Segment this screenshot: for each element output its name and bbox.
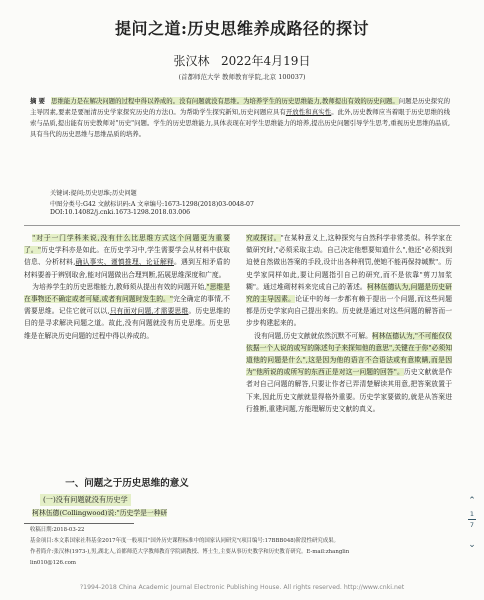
paragraph bbox=[24, 507, 230, 519]
right-column bbox=[246, 232, 452, 415]
author-email: lin010@126.com bbox=[30, 560, 76, 566]
abstract-highlight-1: 思维能力是在解决问题的过程中得以养成的。没有问题就没有思维。为培养学生的历史思维能力,教师提出有效的历史问题。 bbox=[51, 97, 399, 105]
left-text-3: 为培养学生的历史思维能力,教师须从提出有效的问题开始, bbox=[32, 282, 207, 291]
author-line bbox=[0, 52, 484, 69]
page-indicator bbox=[466, 510, 478, 529]
right-text-2: 论证中的每一步都有赖于提出一个问题,而这些问题都是历史学家向自己提出来的。历史就是通过对这些问题的解答而一步步构建起来的。 bbox=[246, 295, 452, 328]
funding-note: 基金项目:本文系国家社科基金2017年度一般项目"国外历史课程标准中的国家认同研究"(项目编号:17BBB048)阶段性研究成果。 bbox=[30, 538, 339, 544]
abstract bbox=[30, 96, 450, 140]
page-current: 1 bbox=[469, 510, 475, 518]
right-highlight-3: 柯林伍德认为,"不可能仅仅依据一个人说的或写的陈述句子来探知他的意思",关键在于你"必须知道他的问题是什么",这是因为他的语言不合语法或有意欺瞒,而是因为"他所说的或所写的东西正是对这一问题的回答"。 bbox=[246, 331, 452, 377]
classification-line: 中图分类号:G42 文献标识码:A 文章编号:1673-1298(2018)03-0048-07 bbox=[50, 201, 254, 208]
article-date: 2022年4月19日 bbox=[221, 54, 311, 68]
abstract-label: 摘 要 bbox=[30, 97, 46, 105]
keywords: 关键词:提问;历史思维;历史问题 bbox=[50, 190, 137, 197]
author-bio: 作者简介:张汉林(1973-),男,湖北人,首都师范大学教师教育学院副教授、博士生,主要从事历史教学和历史教育研究。E-mail:zhanglin bbox=[30, 549, 350, 555]
paragraph bbox=[246, 330, 452, 415]
affiliation: (首都师范大学 教师教育学院,北京 100037) bbox=[178, 73, 306, 81]
page-separator bbox=[468, 519, 476, 520]
author-name: 张汉林 bbox=[173, 54, 210, 68]
section-heading: 一、问题之于历史思维的意义 bbox=[65, 478, 189, 489]
left-text-1: 历史学科亦是如此。在历史学习中,学生需要学会从材料中获取信息、分析材料, bbox=[24, 246, 230, 267]
chevron-down-icon[interactable]: ⌄ bbox=[468, 540, 476, 550]
abstract-text-3: 。此外,历史教师应当着眼于历史思维的线索与品质,提出能有历史教师对 bbox=[30, 108, 450, 127]
subsection-heading: (一)没有问题就没有历史学 bbox=[40, 494, 131, 506]
left-highlight-2: "思维是在事物还不确定或者可疑,或者有问题时发生的。" bbox=[24, 282, 230, 304]
page-total: 7 bbox=[469, 521, 475, 529]
paragraph bbox=[246, 232, 452, 330]
paragraph bbox=[24, 232, 230, 281]
header-divider bbox=[24, 225, 460, 226]
left-text-2: 。遇到互相矛盾的材料要善于辨别取舍,能对问题做出合理判断,拓展思维深度和广度。 bbox=[24, 258, 231, 279]
right-highlight-2: 柯林伍德认为,问题是历史研究的主导因素。 bbox=[246, 282, 452, 304]
article-title: 提问之道:历史思维养成路径的探讨 bbox=[115, 19, 369, 38]
right-text-4: 历史文献就是作者对自己问题的解答,只要让作者已弄清楚解读其用意,把答案放置于下来,因此历史文献就显得格外重要。历史学家要做的,就是从答案进行推断,重建问题,方能理解历史文献的真义。 bbox=[246, 368, 452, 413]
left-underline-2: 只有面对问题,才需要思维 bbox=[109, 307, 189, 316]
left-highlight-1: "对于一门学科来说,没有什么比思维方式这个问题更为重要了。" bbox=[24, 234, 230, 255]
received-date: 收稿日期:2018-03-22 bbox=[30, 527, 85, 533]
right-highlight-1: 究或探讨。 bbox=[246, 234, 281, 242]
left-highlight-3: 柯林伍德(Collingwood)说:"历史学是一种研 bbox=[32, 509, 168, 517]
paragraph bbox=[24, 281, 230, 342]
left-text-5: 。历史思维的目的是寻求解决问题之道。故此,没有问题就没有历史思维。历史思维是在解决历史问题的过程中得以养成的。 bbox=[24, 307, 230, 340]
copyright-footer: ?1994-2018 China Academic Journal Electronic Publishing House. All rights reserved. http://www.cnki.net bbox=[79, 584, 405, 591]
abstract-underline-1: 开放性和真实性 bbox=[285, 108, 332, 116]
left-column-tail bbox=[24, 507, 230, 519]
right-text-3: 没有问题,历史文献就依然沉默不可解。 bbox=[254, 331, 372, 340]
abstract-text-4: "历史"问题。学生的历史思维能力,具体表现在对学生思维能力的培养,提出历史问题引导学生思考,重视历史思维的品质,具有当代的历史思维与思维品质的培养。 bbox=[30, 119, 450, 138]
left-column bbox=[24, 232, 230, 342]
abstract-text-1: 问题是历史探究的主导因素,要素是要厘清历史学家探究历史的方法()。 bbox=[30, 97, 451, 116]
footnote-divider bbox=[24, 523, 134, 524]
left-underline-1: 确认事实、谨慎推理、论证解释 bbox=[75, 258, 175, 267]
doi-line: DOI:10.14082/j.cnki.1673-1298.2018.03.006 bbox=[50, 209, 191, 216]
chevron-up-icon[interactable]: ⌃ bbox=[468, 496, 476, 506]
right-text-1: "在某种意义上,这种探究与自然科学非常类似。科学家在做研究时,"必须采取主动。自己决定他想要知道什么",他还"必须找到迫使自然做出答案的手段,设计出各种刑罚,使她不能再保持缄默"。历史学家同样如此,要让问题指引自己的研究,而不是依靠"剪刀加浆糊"。通过堆砌材料来完成自己的著述。 bbox=[246, 234, 452, 291]
left-text-4: 完全确定的事情,不需要思维。记住它就可以以, bbox=[24, 295, 230, 316]
abstract-text-2: 为帮助学生探究新知,历史问题应具有 bbox=[179, 108, 286, 116]
